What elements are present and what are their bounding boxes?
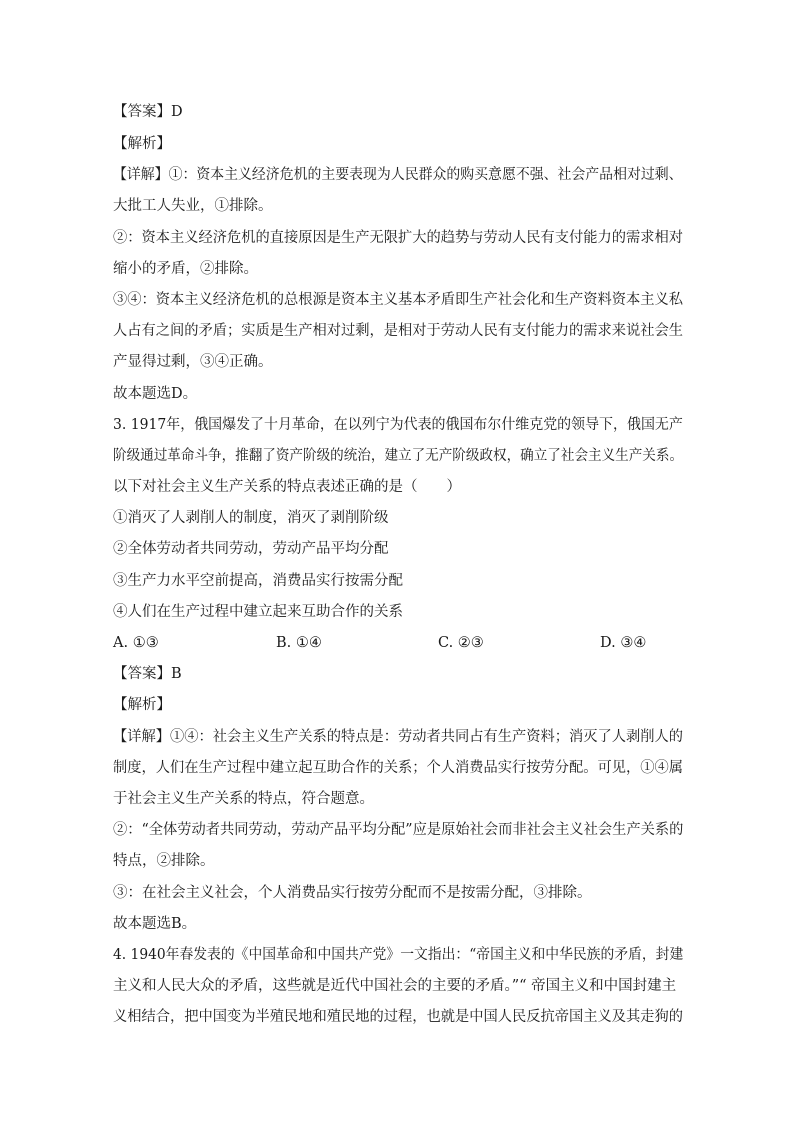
q3-statement-4: ④人们在生产过程中建立起来互助合作的关系 — [113, 604, 403, 620]
q3-analysis-line: ②：“全体劳动者共同劳动，劳动产品平均分配”应是原始社会而非社会主义社会生产关系的 — [113, 822, 684, 838]
q3-analysis-label: 【解析】 — [113, 697, 171, 713]
q4-stem-line: 义相结合，把中国变为半殖民地和殖民地的过程，也就是中国人民反抗帝国主义及其走狗的 — [113, 1009, 684, 1025]
q4-stem-line: 4. 1940年春发表的《中国革命和中国共产党》一文指出：“帝国主义和中华民族的矛盾，封建 — [113, 947, 684, 963]
q3-analysis-line: 制度，人们在生产过程中建立起互助合作的关系；个人消费品实行按劳分配。可见，①④属 — [113, 760, 684, 776]
q4-stem-line: 主义和人民大众的矛盾，这些就是近代中国社会的主要的矛盾。”“ 帝国主义和中国封建主 — [113, 978, 677, 994]
q3-option-d: D. ③④ — [600, 635, 647, 651]
q2-analysis-line: 人占有之间的矛盾；实质是生产相对过剩，是相对于劳动人民有支付能力的需求来说社会生 — [113, 323, 684, 339]
q2-answer: 【答案】D — [113, 104, 183, 120]
q2-analysis-line: 缩小的矛盾，②排除。 — [113, 261, 258, 277]
q3-conclusion: 故本题选B。 — [113, 916, 197, 932]
q3-stem-line: 阶级通过革命斗争，推翻了资产阶级的统治，建立了无产阶级政权，确立了社会主义生产关系。 — [113, 448, 684, 464]
q2-analysis-line: 产显得过剩，③④正确。 — [113, 354, 273, 370]
q3-analysis-line: 特点，②排除。 — [113, 853, 215, 869]
q3-option-b: B. ①④ — [276, 635, 322, 651]
q3-statement-3: ③生产力水平空前提高，消费品实行按需分配 — [113, 573, 403, 589]
q3-analysis-line: 于社会主义生产关系的特点，符合题意。 — [113, 791, 374, 807]
q3-option-c: C. ②③ — [438, 635, 484, 651]
q2-conclusion: 故本题选D。 — [113, 386, 198, 402]
q2-analysis-label: 【解析】 — [113, 136, 171, 152]
q3-statement-2: ②全体劳动者共同劳动，劳动产品平均分配 — [113, 541, 389, 557]
q2-analysis-line: ②：资本主义经济危机的直接原因是生产无限扩大的趋势与劳动人民有支付能力的需求相对 — [113, 230, 684, 246]
q2-analysis-line: ③④：资本主义经济危机的总根源是资本主义基本矛盾即生产社会化和生产资料资本主义私 — [113, 292, 684, 308]
q3-stem-line: 以下对社会主义生产关系的特点表述正确的是（ ） — [113, 479, 461, 495]
q2-analysis-line: 【详解】①：资本主义经济危机的主要表现为人民群众的购买意愿不强、社会产品相对过剩、 — [113, 167, 683, 183]
q3-statement-1: ①消灭了人剥削人的制度，消灭了剥削阶级 — [113, 510, 389, 526]
q3-option-a: A. ①③ — [113, 635, 159, 651]
q3-answer: 【答案】B — [113, 666, 182, 682]
q3-analysis-line: ③：在社会主义社会，个人消费品实行按劳分配而不是按需分配，③排除。 — [113, 885, 592, 901]
q3-stem-line: 3. 1917年，俄国爆发了十月革命，在以列宁为代表的俄国布尔什维克党的领导下，俄国无产 — [113, 417, 683, 433]
q2-analysis-line: 大批工人失业，①排除。 — [113, 198, 273, 214]
q3-analysis-line: 【详解】①④：社会主义生产关系的特点是：劳动者共同占有生产资料；消灭了人剥削人的 — [113, 729, 684, 745]
